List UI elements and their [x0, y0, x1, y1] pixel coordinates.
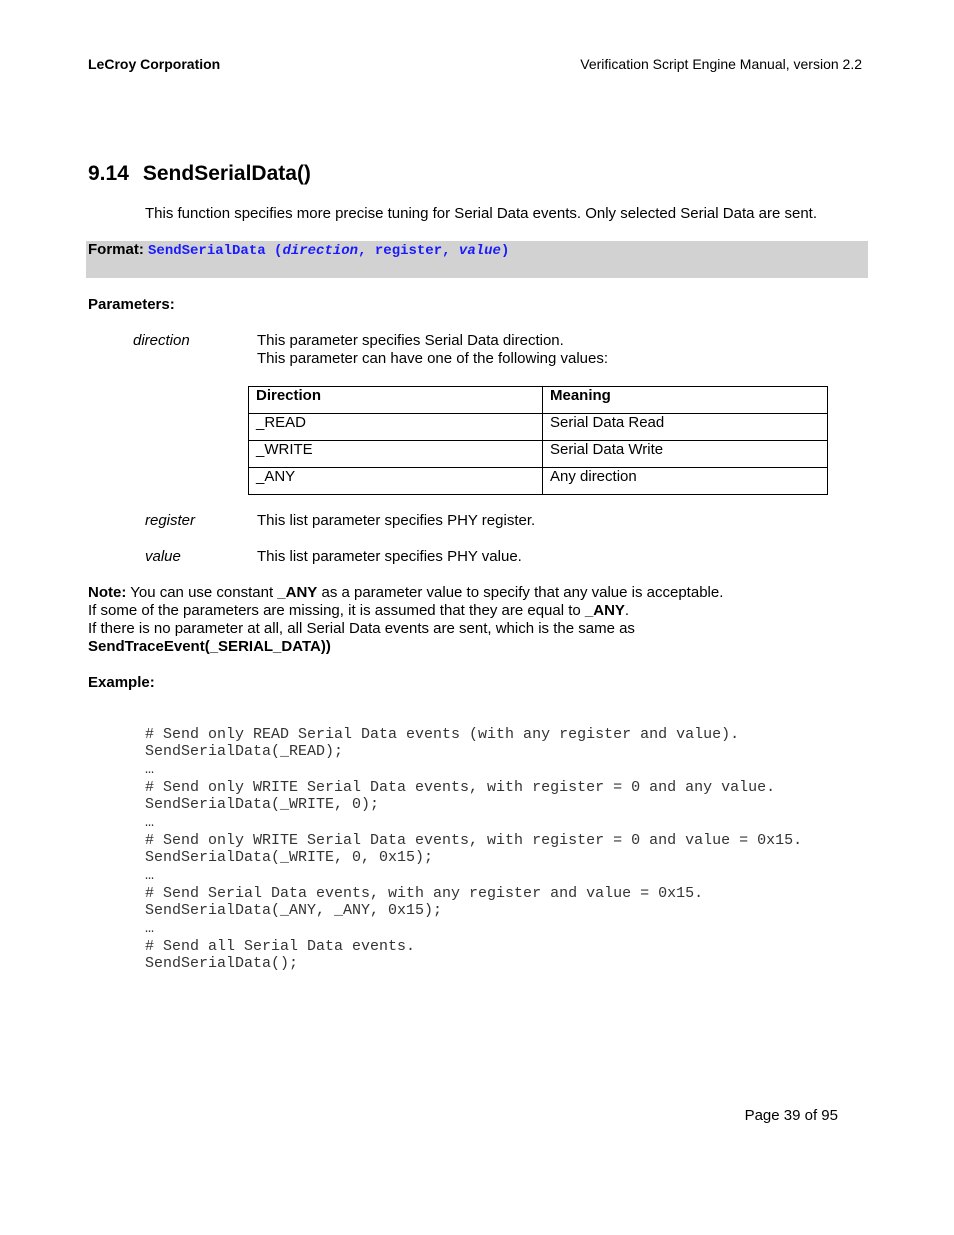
- code-line: …: [145, 920, 155, 938]
- param-value-desc: This list parameter specifies PHY value.: [257, 548, 522, 565]
- note-text: .: [624, 602, 630, 619]
- table-cell: _READ: [249, 414, 543, 441]
- code-line: # Send only WRITE Serial Data events, with register = 0 and any value.: [145, 778, 776, 796]
- code-line: …: [145, 867, 155, 885]
- table-row: [249, 468, 828, 495]
- table-header-row: [249, 387, 828, 414]
- param-value-name: value: [145, 548, 181, 565]
- section-intro: This function specifies more precise tuning for Serial Data events. Only selected Serial Data are sent.: [145, 205, 817, 222]
- table-header-meaning: Meaning: [543, 387, 828, 414]
- header-manual-title: Verification Script Engine Manual, version 2.2: [580, 56, 862, 72]
- example-code-block: [145, 708, 802, 991]
- section-title: SendSerialData(): [142, 162, 311, 185]
- table-row: [249, 441, 828, 468]
- format-label: Format:: [88, 241, 144, 258]
- format-arg-direction: direction: [282, 243, 359, 259]
- note-label: Note:: [88, 584, 127, 601]
- direction-table: [248, 386, 828, 495]
- note-line-4: SendTraceEvent(_SERIAL_DATA)): [88, 638, 331, 655]
- table-cell: _WRITE: [249, 441, 543, 468]
- parameters-heading: Parameters:: [88, 296, 175, 313]
- format-signature: [148, 243, 509, 259]
- note-text: If some of the parameters are missing, it is assumed that they are equal to: [88, 602, 585, 619]
- note-constant: _ANY: [584, 602, 625, 619]
- table-cell: Serial Data Read: [543, 414, 828, 441]
- section-heading: [88, 162, 311, 186]
- note-line-2: [88, 602, 629, 619]
- table-cell: Serial Data Write: [543, 441, 828, 468]
- format-line: [88, 241, 509, 259]
- note-constant: _ANY: [277, 584, 318, 601]
- param-direction-desc-2: This parameter can have one of the following values:: [257, 350, 609, 367]
- table-header-direction: Direction: [249, 387, 543, 414]
- note-line-3: If there is no parameter at all, all Serial Data events are sent, which is the same as: [88, 620, 635, 637]
- table-row: [249, 414, 828, 441]
- code-line: …: [145, 761, 155, 779]
- code-line: SendSerialData(_WRITE, 0);: [145, 796, 380, 814]
- header-company: LeCroy Corporation: [88, 56, 221, 72]
- format-arg-value: value: [458, 243, 501, 259]
- note-line-1: [88, 584, 723, 601]
- format-close-paren: ): [500, 243, 510, 259]
- section-number: 9.14: [88, 162, 129, 185]
- code-line: # Send only READ Serial Data events (with any register and value).: [145, 725, 740, 743]
- code-line: # Send Serial Data events, with any register and value = 0x15.: [145, 884, 704, 902]
- code-line: # Send all Serial Data events.: [145, 937, 416, 955]
- format-comma: ,: [358, 243, 367, 259]
- table-cell: Any direction: [543, 468, 828, 495]
- code-line: …: [145, 814, 155, 832]
- code-line: SendSerialData(_ANY, _ANY, 0x15);: [145, 902, 443, 920]
- format-open-paren: (: [274, 243, 283, 259]
- param-register-name: register: [145, 512, 196, 529]
- code-line: SendSerialData(_WRITE, 0, 0x15);: [145, 849, 434, 867]
- param-direction-desc-1: This parameter specifies Serial Data direction.: [257, 332, 564, 349]
- format-func: SendSerialData: [148, 243, 266, 259]
- param-direction-name: direction: [133, 332, 190, 349]
- table-cell: _ANY: [249, 468, 543, 495]
- code-line: SendSerialData(_READ);: [145, 743, 344, 761]
- code-line: SendSerialData();: [145, 955, 299, 973]
- code-line: # Send only WRITE Serial Data events, with register = 0 and value = 0x15.: [145, 831, 803, 849]
- note-text: as a parameter value to specify that any value is acceptable.: [317, 584, 724, 601]
- note-text: You can use constant: [130, 584, 278, 601]
- page-number: Page 39 of 95: [744, 1107, 838, 1124]
- format-arg-register: register,: [374, 243, 451, 259]
- param-register-desc: This list parameter specifies PHY register.: [257, 512, 536, 529]
- example-heading: Example:: [88, 674, 155, 691]
